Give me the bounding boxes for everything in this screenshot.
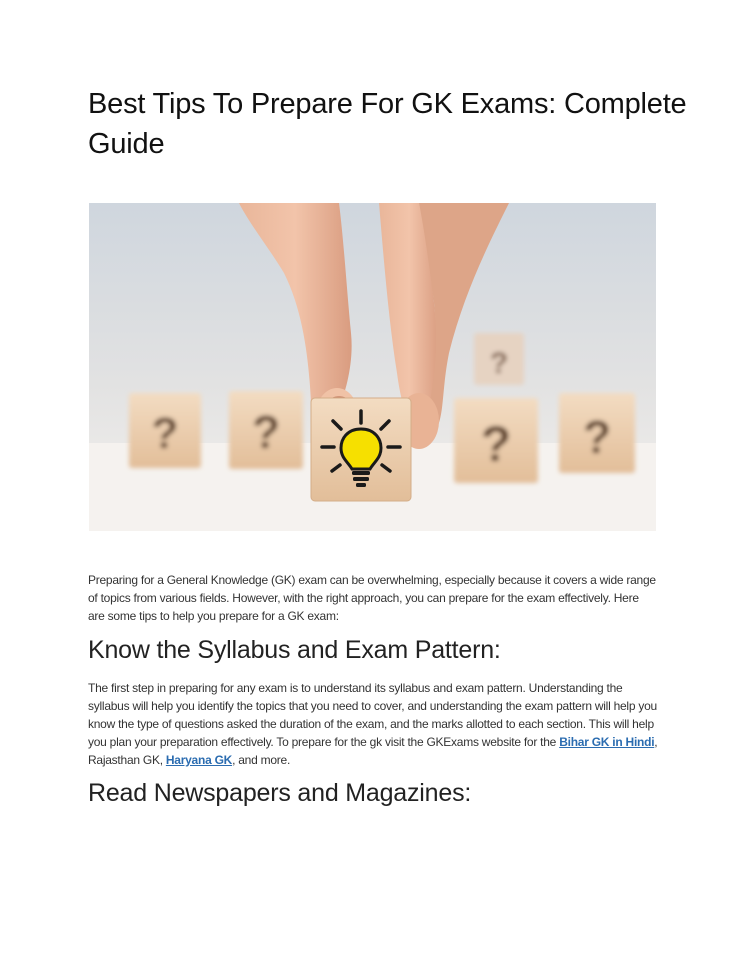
svg-text:?: ? [151,409,179,458]
svg-text:?: ? [480,416,512,472]
hero-image [89,203,656,531]
section-heading-newspapers: Read Newspapers and Magazines: [88,779,472,807]
syllabus-end-text: , and more. [232,753,291,767]
bihar-gk-link[interactable]: Bihar GK in Hindi [559,735,655,749]
svg-text:?: ? [251,406,281,458]
svg-text:?: ? [582,411,612,463]
syllabus-mid-text: , Rajasthan GK, [88,735,658,767]
section-heading-syllabus: Know the Syllabus and Exam Pattern: [88,636,501,664]
intro-paragraph: Preparing for a General Knowledge (GK) exam can be overwhelming, especially because it covers a wide range of topics from various fields. However, with the right approach, you can prepare for the exam effectively. Here are some tips to help you prepare for a GK exam: [88,573,656,623]
syllabus-text: The first step in preparing for any exam is to understand its syllabus and exam pattern. Understanding the syllabus will help you identify the topics that you need to cover, and understanding the exam pattern will help you know the type of questions asked the duration of the exam, and the marks allotted to each section. This will help you plan your preparation effectively. To prepare for the gk visit the GKExams website for the [88,681,657,749]
hero-illustration [89,203,656,531]
page-title: Best Tips To Prepare For GK Exams: Complete Guide [88,88,687,160]
svg-text:?: ? [489,347,509,380]
bulb-cube [311,398,411,501]
haryana-gk-link[interactable]: Haryana GK [165,753,233,767]
syllabus-paragraph [88,679,658,769]
